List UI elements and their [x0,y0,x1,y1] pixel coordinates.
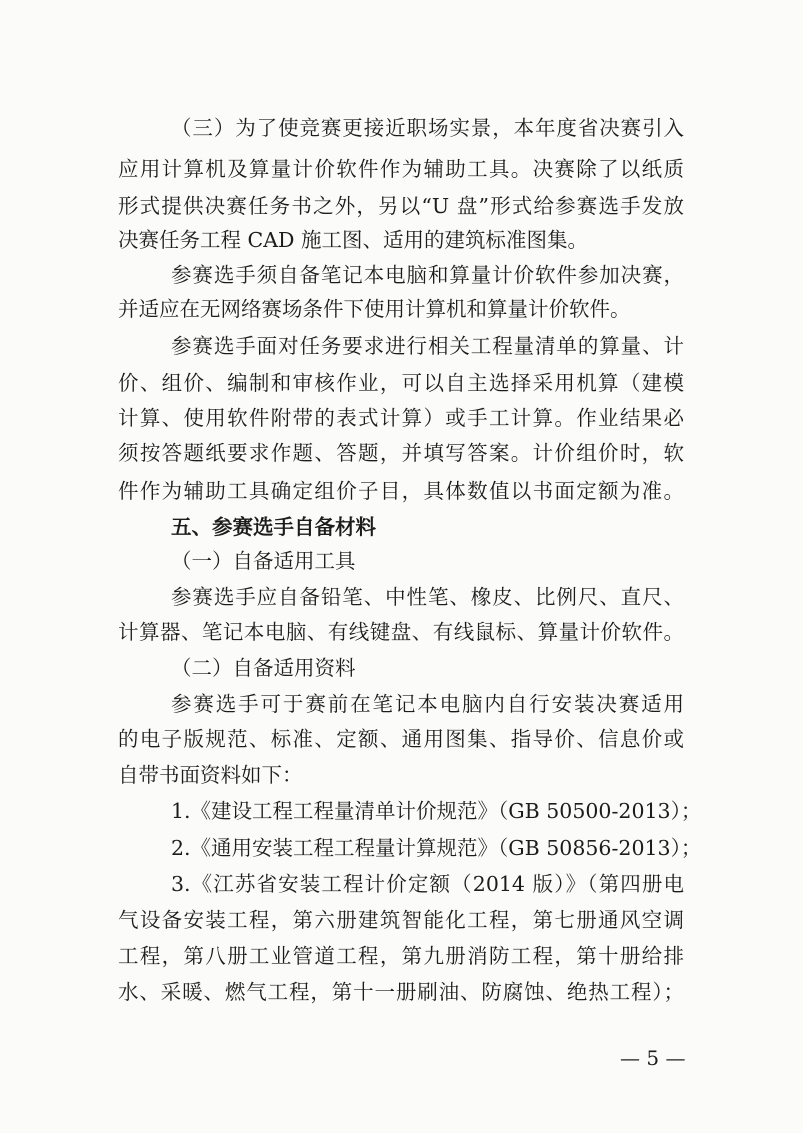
paragraph-line: 件作为辅助工具确定组价子目，具体数值以书面定额为准。 [118,479,684,503]
paragraph-line: 的电子版规范、标准、定额、通用图集、指导价、信息价或 [118,727,684,751]
paragraph-line: 自带书面资料如下： [118,763,303,787]
paragraph-line: （三）为了使竞赛更接近职场实景，本年度省决赛引入 [171,116,684,140]
section-heading: 五、参赛选手自备材料 [171,515,376,539]
list-item: 3.《江苏省安装工程计价定额（2014 版）》（第四册电 [171,872,684,896]
subsection-heading: （二）自备适用资料 [171,656,356,680]
paragraph-line: 计算、使用软件附带的表式计算）或手工计算。作业结果必 [118,406,684,430]
paragraph-line: 应用计算机及算量计价软件作为辅助工具。决赛除了以纸质 [118,157,684,181]
paragraph-line: 形式提供决赛任务书之外，另以“U 盘”形式给参赛选手发放 [118,194,684,218]
paragraph-line: 计算器、笔记本电脑、有线键盘、有线鼠标、算量计价软件。 [118,620,684,644]
paragraph-line: 并适应在无网络赛场条件下使用计算机和算量计价软件。 [118,297,631,321]
paragraph-line: 决赛任务工程 CAD 施工图、适用的建筑标准图集。 [118,228,588,252]
paragraph-line: 参赛选手应自备铅笔、中性笔、橡皮、比例尺、直尺、 [171,585,684,609]
paragraph-line: 参赛选手可于赛前在笔记本电脑内自行安装决赛适用 [171,692,684,716]
list-item: 2.《通用安装工程工程量计算规范》（GB 50856-2013）； [171,836,702,860]
list-item: 1.《建设工程工程量清单计价规范》（GB 50500-2013）； [171,799,702,823]
paragraph-line: 水、采暖、燃气工程，第十一册刷油、防腐蚀、绝热工程）； [118,980,684,1004]
paragraph-line: 价、组价、编制和审核作业，可以自主选择采用机算（建模 [118,371,684,395]
subsection-heading: （一）自备适用工具 [171,549,356,573]
paragraph-line: 参赛选手面对任务要求进行相关工程量清单的算量、计 [171,334,684,358]
page-number: — 5 — [620,1046,686,1070]
paragraph-line: 工程，第八册工业管道工程，第九册消防工程，第十册给排 [118,944,684,968]
paragraph-line: 参赛选手须自备笔记本电脑和算量计价软件参加决赛， [171,263,684,287]
paragraph-line: 须按答题纸要求作题、答题，并填写答案。计价组价时，软 [118,441,684,465]
paragraph-line: 气设备安装工程，第六册建筑智能化工程，第七册通风空调 [118,908,684,932]
